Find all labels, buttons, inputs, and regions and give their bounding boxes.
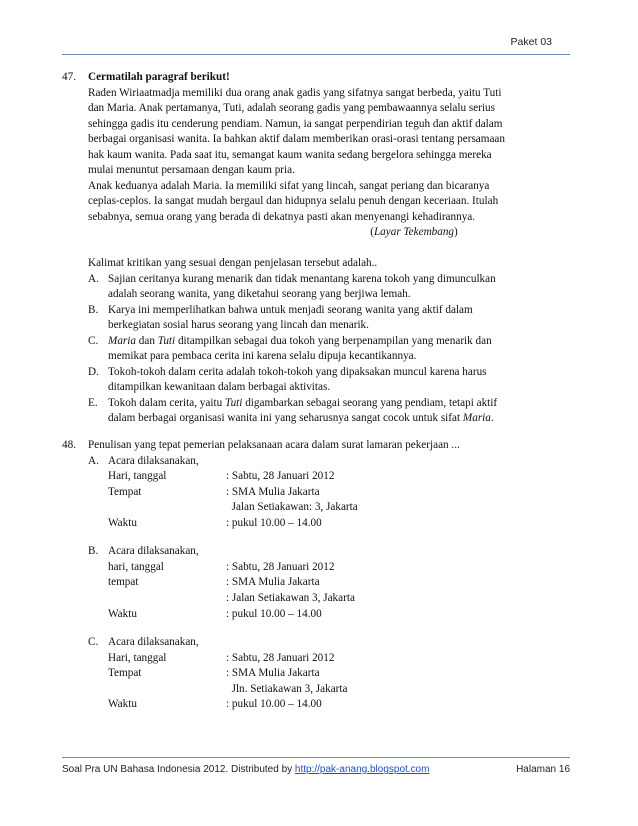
page-number: Halaman 16: [516, 764, 570, 775]
event-row-key: Waktu: [108, 607, 137, 620]
option-text: [108, 396, 570, 412]
event-row-value: : Sabtu, 28 Januari 2012: [226, 651, 335, 664]
footer-text: Soal Pra UN Bahasa Indonesia 2012. Distributed by: [62, 764, 295, 775]
event-row-value: : Sabtu, 28 Januari 2012: [226, 470, 335, 483]
excerpt-paragraph-1: [88, 86, 570, 179]
event-row-value: Jln. Setiakawan 3, Jakarta: [226, 682, 348, 695]
event-row: [108, 682, 570, 698]
event-row-key: [108, 591, 226, 607]
question-number: 48.: [62, 439, 76, 452]
event-row-key: [108, 500, 226, 516]
event-row-key: hari, tanggal: [108, 560, 164, 573]
option-text-part: digambarkan sebagai seorang yang pendiam, tetapi aktif: [242, 396, 498, 409]
option-text: adalah seorang wanita, yang diketahui seorang yang berjiwa lemah.: [108, 288, 411, 301]
event-row: [108, 469, 570, 485]
event-row: [108, 500, 570, 516]
option-text: Karya ini memperlihatkan bahwa untuk menjadi seorang wanita yang aktif dalam: [108, 303, 473, 316]
excerpt-line: sebabnya, semua orang yang berada di dekatnya pasti akan menyenangi kehadirannya.: [88, 210, 476, 223]
excerpt-line: mulai menuntut persamaan dengan kaum pria.: [88, 164, 295, 177]
excerpt-line: Anak keduanya adalah Maria. Ia memiliki sifat yang lincah, sangat periang dan bicaranya: [88, 179, 490, 192]
option-text: Sajian ceritanya kurang menarik dan tidak menantang karena tokoh yang dimunculkan: [108, 272, 496, 285]
event-row: [108, 485, 570, 501]
excerpt-line: Raden Wiriaatmadja memiliki dua orang anak gadis yang sifatnya sangat berbeda, yaitu Tuti: [88, 86, 502, 99]
excerpt-line: berbagai organisasi wanita. Ia bahkan aktif dalam memberikan orasi-orasi tentang persamaan: [88, 133, 505, 146]
option-letter: A.: [88, 454, 99, 467]
option-b[interactable]: [88, 544, 570, 622]
option-letter: B.: [88, 545, 99, 558]
option-letter: E.: [88, 396, 98, 409]
event-row-value: Jalan Setiakawan: 3, Jakarta: [226, 501, 358, 514]
option-text: memikat para pembaca cerita ini karena selalu dipuja kecantikannya.: [108, 350, 417, 363]
event-row-key: Hari, tanggal: [108, 651, 167, 664]
character-name: Tuti: [224, 396, 243, 409]
event-row-value: : SMA Mulia Jakarta: [226, 667, 320, 680]
option-letter: C.: [88, 334, 99, 347]
document-body: [62, 70, 570, 713]
event-row: [108, 591, 570, 607]
excerpt-source: (Layar Tekembang): [370, 226, 458, 239]
option-text: Tokoh-tokoh dalam cerita adalah tokoh-tokoh yang dipaksakan muncul karena harus: [108, 365, 487, 378]
event-row: [108, 575, 570, 591]
event-row: [108, 697, 570, 713]
option-text: [108, 334, 570, 350]
option-text-part: .: [490, 412, 494, 425]
option-letter: C.: [88, 636, 99, 649]
event-row-value: : SMA Mulia Jakarta: [226, 485, 320, 498]
event-row: [108, 666, 570, 682]
question-number: 47.: [62, 71, 76, 83]
event-row-value: : pukul 10.00 – 14.00: [226, 607, 322, 620]
character-name: Tuti: [157, 334, 176, 347]
question-48: [62, 438, 570, 713]
excerpt-line: sehingga gadis itu cenderung pendiam. Namun, ia sangat perpendirian teguh dan aktif dalam: [88, 117, 503, 130]
page-footer: [62, 764, 570, 775]
event-row-value: : Sabtu, 28 Januari 2012: [226, 560, 335, 573]
question-prompt: Penulisan yang tepat pemerian pelaksanaan acara dalam surat lamaran pekerjaan ...: [88, 439, 460, 452]
question-prompt: Kalimat kritikan yang sesuai dengan penjelasan tersebut adalah..: [88, 257, 378, 270]
option-text-part: dan: [135, 334, 158, 347]
event-row-value: : pukul 10.00 – 14.00: [226, 516, 322, 529]
option-c[interactable]: [88, 334, 570, 365]
event-heading: Acara dilaksanakan,: [108, 454, 199, 467]
option-letter: A.: [88, 272, 99, 285]
option-text-part: Tokoh dalam cerita, yaitu: [108, 396, 225, 409]
option-letter: D.: [88, 365, 99, 378]
excerpt-line: dan Maria. Anak pertamanya, Tuti, adalah seorang gadis yang pembawaannya selalu serius: [88, 102, 495, 115]
event-row-value: : SMA Mulia Jakarta: [226, 576, 320, 589]
event-heading: Acara dilaksanakan,: [108, 545, 199, 558]
option-text-part: dalam berbagai organisasi wanita ini yang seharusnya sangat cocok untuk sifat: [108, 412, 463, 425]
footer-divider: [62, 757, 570, 758]
option-a[interactable]: [88, 272, 570, 303]
event-row-key: Tempat: [108, 485, 142, 498]
option-d[interactable]: [88, 365, 570, 396]
character-name: Maria: [462, 412, 491, 425]
event-row-value: : pukul 10.00 – 14.00: [226, 698, 322, 711]
event-row-value: : Jalan Setiakawan 3, Jakarta: [226, 591, 355, 604]
excerpt-line: hak kaum wanita. Pada saat itu, semangat kaum wanita sedang bergelora sehingga mereka: [88, 148, 492, 161]
event-row: [108, 607, 570, 623]
option-a[interactable]: [88, 454, 570, 532]
question-title: Cermatilah paragraf berikut!: [88, 71, 230, 83]
option-e[interactable]: [88, 396, 570, 427]
option-letter: B.: [88, 303, 99, 316]
page-header-paket: Paket 03: [510, 36, 552, 48]
footer-link[interactable]: http://pak-anang.blogspot.com: [294, 764, 430, 775]
event-heading: Acara dilaksanakan,: [108, 636, 199, 649]
event-row: [108, 560, 570, 576]
excerpt-paragraph-2: [88, 179, 570, 226]
option-text-part: ditampilkan sebagai dua tokoh yang berpenampilan yang menarik dan: [175, 334, 492, 347]
option-b[interactable]: [88, 303, 570, 334]
option-text: [108, 411, 570, 427]
event-row: [108, 516, 570, 532]
option-text: ditampilkan kewanitaan dalam berbagai aktivitas.: [108, 381, 331, 394]
footer-source: [62, 764, 429, 775]
header-divider: [62, 54, 570, 55]
event-row-key: Waktu: [108, 516, 137, 529]
option-text: berkegiatan sosial harus seorang yang lincah dan menarik.: [108, 319, 369, 332]
option-c[interactable]: [88, 635, 570, 713]
source-title: Layar Tekembang: [373, 226, 455, 239]
event-row-key: Waktu: [108, 698, 137, 711]
event-row-key: Tempat: [108, 667, 142, 680]
event-row-key: [108, 682, 226, 698]
question-47: [62, 70, 570, 427]
event-row: [108, 651, 570, 667]
event-row-key: Hari, tanggal: [108, 470, 167, 483]
event-row-key: tempat: [108, 576, 139, 589]
character-name: Maria: [108, 334, 136, 347]
excerpt-line: ceplas-ceplos. Ia sangat mudah bergaul dan hidupnya selalu penuh dengan keceriaan. Itulah: [88, 195, 499, 208]
